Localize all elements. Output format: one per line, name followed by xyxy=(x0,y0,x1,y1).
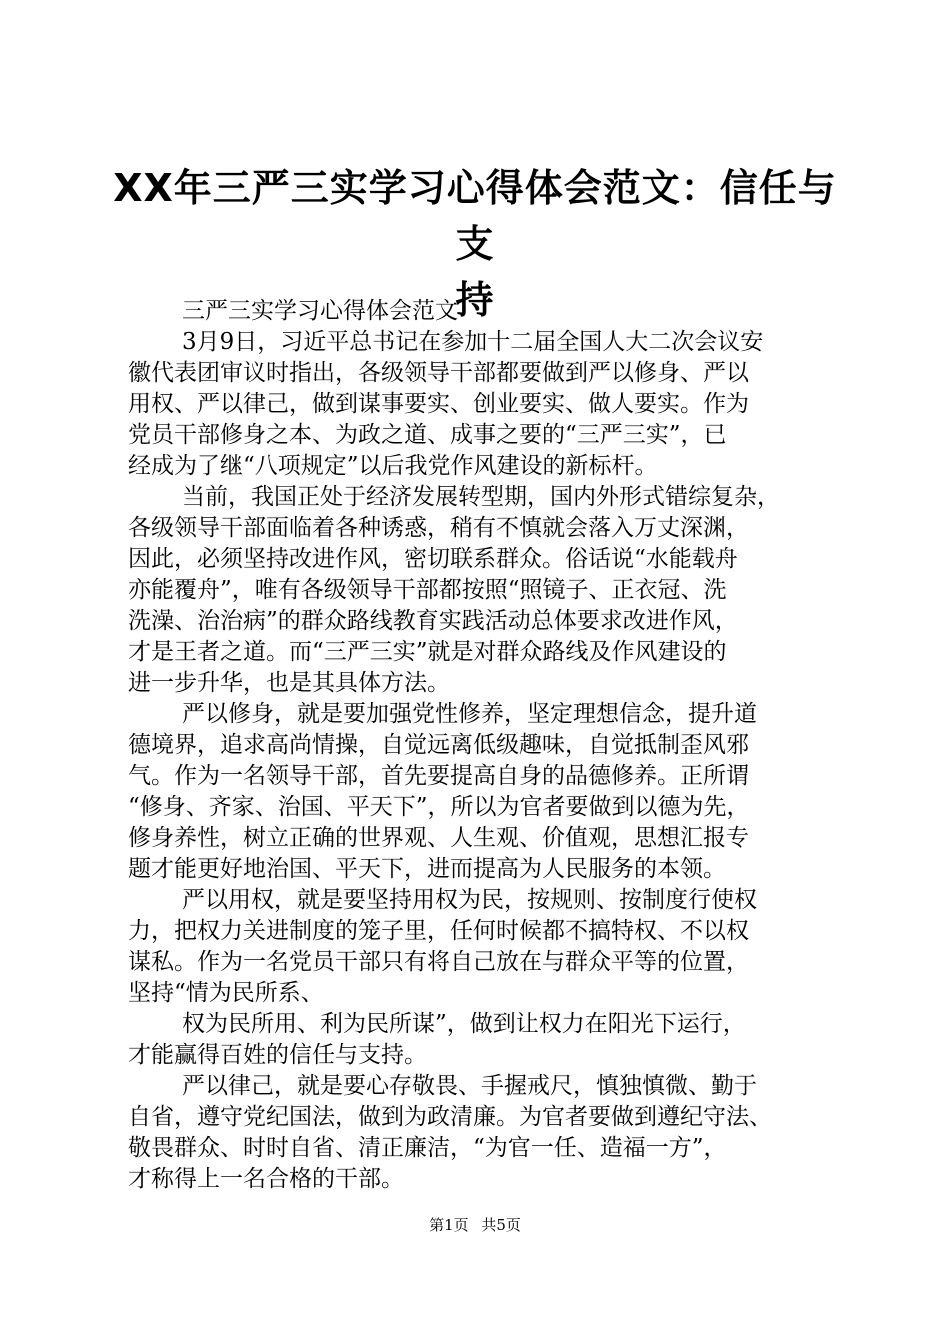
text-line: 党员干部修身之本、为政之道、成事之要的“三严三实”，已 xyxy=(128,422,727,448)
text-line: 才是王者之道。而“三严三实”就是对群众路线及作风建设的 xyxy=(128,639,727,665)
text-line: 权为民所用、利为民所谋”，做到让权力在阳光下运行， xyxy=(182,1011,746,1037)
title-line-2: 持 xyxy=(455,278,495,322)
text-line: 修身养性，树立正确的世界观、人生观、价值观，思想汇报专 xyxy=(128,825,749,851)
text-line: 三严三实学习心得体会范文 xyxy=(182,298,458,324)
text-line: 亦能覆舟”，唯有各级领导干部都按照“照镜子、正衣冠、洗 xyxy=(128,577,727,603)
text-line: 才能赢得百姓的信任与支持。 xyxy=(128,1042,427,1068)
text-line: 徽代表团审议时指出，各级领导干部都要做到严以修身、严以 xyxy=(128,360,749,386)
text-line: 严以修身，就是要加强党性修养，坚定理想信念，提升道 xyxy=(182,701,757,727)
text-line: 各级领导干部面临着各种诱惑，稍有不慎就会落入万丈深渊， xyxy=(128,515,749,541)
text-line: 德境界，追求高尚情操，自觉远离低级趣味，自觉抵制歪风邪 xyxy=(128,732,749,758)
text-line: “修身、齐家、治国、平天下”，所以为官者要做到以德为先， xyxy=(128,794,750,820)
text-line: 严以律己，就是要心存敬畏、手握戒尺，慎独慎微、勤于 xyxy=(182,1073,757,1099)
page-number: 第1页 xyxy=(429,1216,469,1234)
text-line: 坚持“情为民所系、 xyxy=(128,980,324,1006)
page-total: 共5页 xyxy=(481,1216,521,1234)
page-footer xyxy=(0,1214,950,1236)
text-line: 进一步升华，也是其具体方法。 xyxy=(128,670,450,696)
text-line: 因此，必须坚持改进作风，密切联系群众。俗话说“水能载舟 xyxy=(128,546,738,572)
text-line: 气。作为一名领导干部，首先要提高自身的品德修养。正所谓 xyxy=(128,763,749,789)
text-line: 当前，我国正处于经济发展转型期，国内外形式错综复杂， xyxy=(182,484,780,510)
document-body xyxy=(128,296,833,1195)
text-line: 严以用权，就是要坚持用权为民，按规则、按制度行使权 xyxy=(182,887,757,913)
text-line: 才称得上一名合格的干部。 xyxy=(128,1166,404,1192)
text-line: 题才能更好地治国、平天下，进而提高为人民服务的本领。 xyxy=(128,856,726,882)
text-line: 用权、严以律己，做到谋事要实、创业要实、做人要实。作为 xyxy=(128,391,749,417)
text-line: 自省，遵守党纪国法，做到为政清廉。为官者要做到遵纪守法、 xyxy=(128,1104,772,1130)
text-line: 力，把权力关进制度的笼子里，任何时候都不搞特权、不以权 xyxy=(128,918,749,944)
text-line: 洗澡、治治病”的群众路线教育实践活动总体要求改进作风， xyxy=(128,608,738,634)
text-line: 谋私。作为一名党员干部只有将自己放在与群众平等的位置， xyxy=(128,949,749,975)
title-line-1: XX年三严三实学习心得体会范文：信任与支 xyxy=(113,166,837,266)
text-line: 3月9日，习近平总书记在参加十二届全国人大二次会议安 xyxy=(182,329,764,355)
text-line: 敬畏群众、时时自省、清正廉洁，“为官一任、造福一方”， xyxy=(128,1135,727,1161)
text-line: 经成为了继“八项规定”以后我党作风建设的新标杆。 xyxy=(128,453,658,479)
